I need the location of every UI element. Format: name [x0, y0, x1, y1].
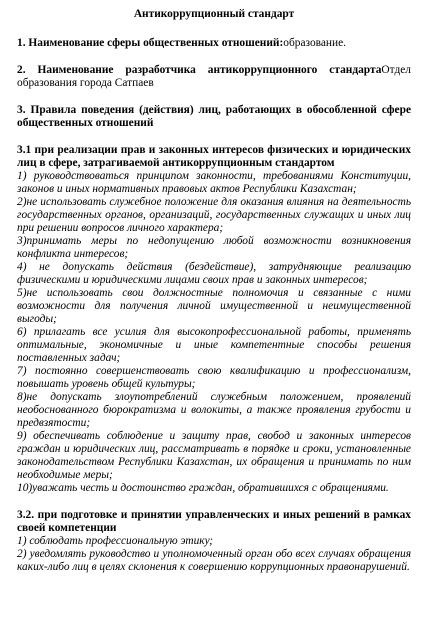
document-page	[17, 8, 411, 574]
rule-item: 4) не допускать действия (бездействие), затрудняющие реализацию физическими и юридическими лицами своих прав и законных интересов;	[17, 261, 411, 286]
rule-item: 1) соблюдать профессиональную этику;	[17, 535, 214, 547]
section-3-2	[17, 509, 411, 574]
rule-item: 3)принимать меры по недопущению любой возможности возникновения конфликта интересов;	[17, 235, 411, 260]
rule-item: 8)не допускать злоупотреблений служебным положением, проявлений необоснованного бюрократизма и волокиты, а также проявления грубости и предвзятости;	[17, 391, 411, 429]
rule-item: 2)не использовать служебное положение для оказания влияния на деятельность государственных органов, организаций, государственных служащих и иных лиц при решении вопросов личного характера;	[17, 196, 411, 234]
document-title: Антикоррупционный стандарт	[133, 8, 295, 20]
section-2	[17, 64, 411, 90]
section-3-1-heading: 3.1 при реализации прав и законных интересов физических и юридических лиц в сфере, затрагиваемой антикоррупционным стандартом	[17, 144, 411, 169]
rule-item: 2) уведомлять руководство и уполномоченный орган обо всех случаях обращения каких-либо лиц в целях склонения к совершению коррупционных правонарушений.	[17, 548, 411, 573]
section-1-heading: 1. Наименование сферы общественных отношений:	[17, 37, 284, 49]
section-3-2-heading: 3.2. при подготовке и принятии управленческих и иных решений в рамках своей компетенции	[17, 509, 411, 534]
section-2-heading: 2. Наименование разработчика антикоррупционного стандарта	[17, 64, 382, 76]
section-3-heading: 3. Правила поведения (действия) лиц, работающих в обособленной сфере общественных отношений	[17, 104, 411, 129]
rule-item: 10)уважать честь и достоинство граждан, обратившихся с обращениями.	[17, 482, 389, 494]
rule-item: 9) обеспечивать соблюдение и защиту прав, свобод и законных интересов граждан и юридических лиц, рассматривать в порядке и сроки, установленные законодательством Республики Казахстан, их обращения и принимать по ним необходимые меры;	[17, 430, 411, 481]
section-3-1	[17, 144, 411, 495]
rule-item: 7) постоянно совершенствовать свою квалификацию и профессионализм, повышать уровень общей культуры;	[17, 365, 411, 390]
rule-item: 6) прилагать все усилия для высокопрофессиональной работы, применять оптимальные, экономичные и иные компетентные способы решения поставленных задач;	[17, 326, 411, 364]
rule-item: 5)не использовать свои должностные полномочия и связанные с ними возможности для получения личной имущественной и неимущественной выгоды;	[17, 287, 411, 325]
section-3-1-list	[17, 170, 411, 495]
section-2-value: Отдел образования города Сатпаев	[17, 64, 411, 89]
section-3-2-list	[17, 535, 411, 574]
rule-item: 1) руководствоваться принципом законности, требованиями Конституции, законов и иных нормативных правовых актов Республики Казахстан;	[17, 170, 411, 195]
section-1-value: образование.	[283, 37, 347, 49]
section-1	[17, 37, 411, 50]
